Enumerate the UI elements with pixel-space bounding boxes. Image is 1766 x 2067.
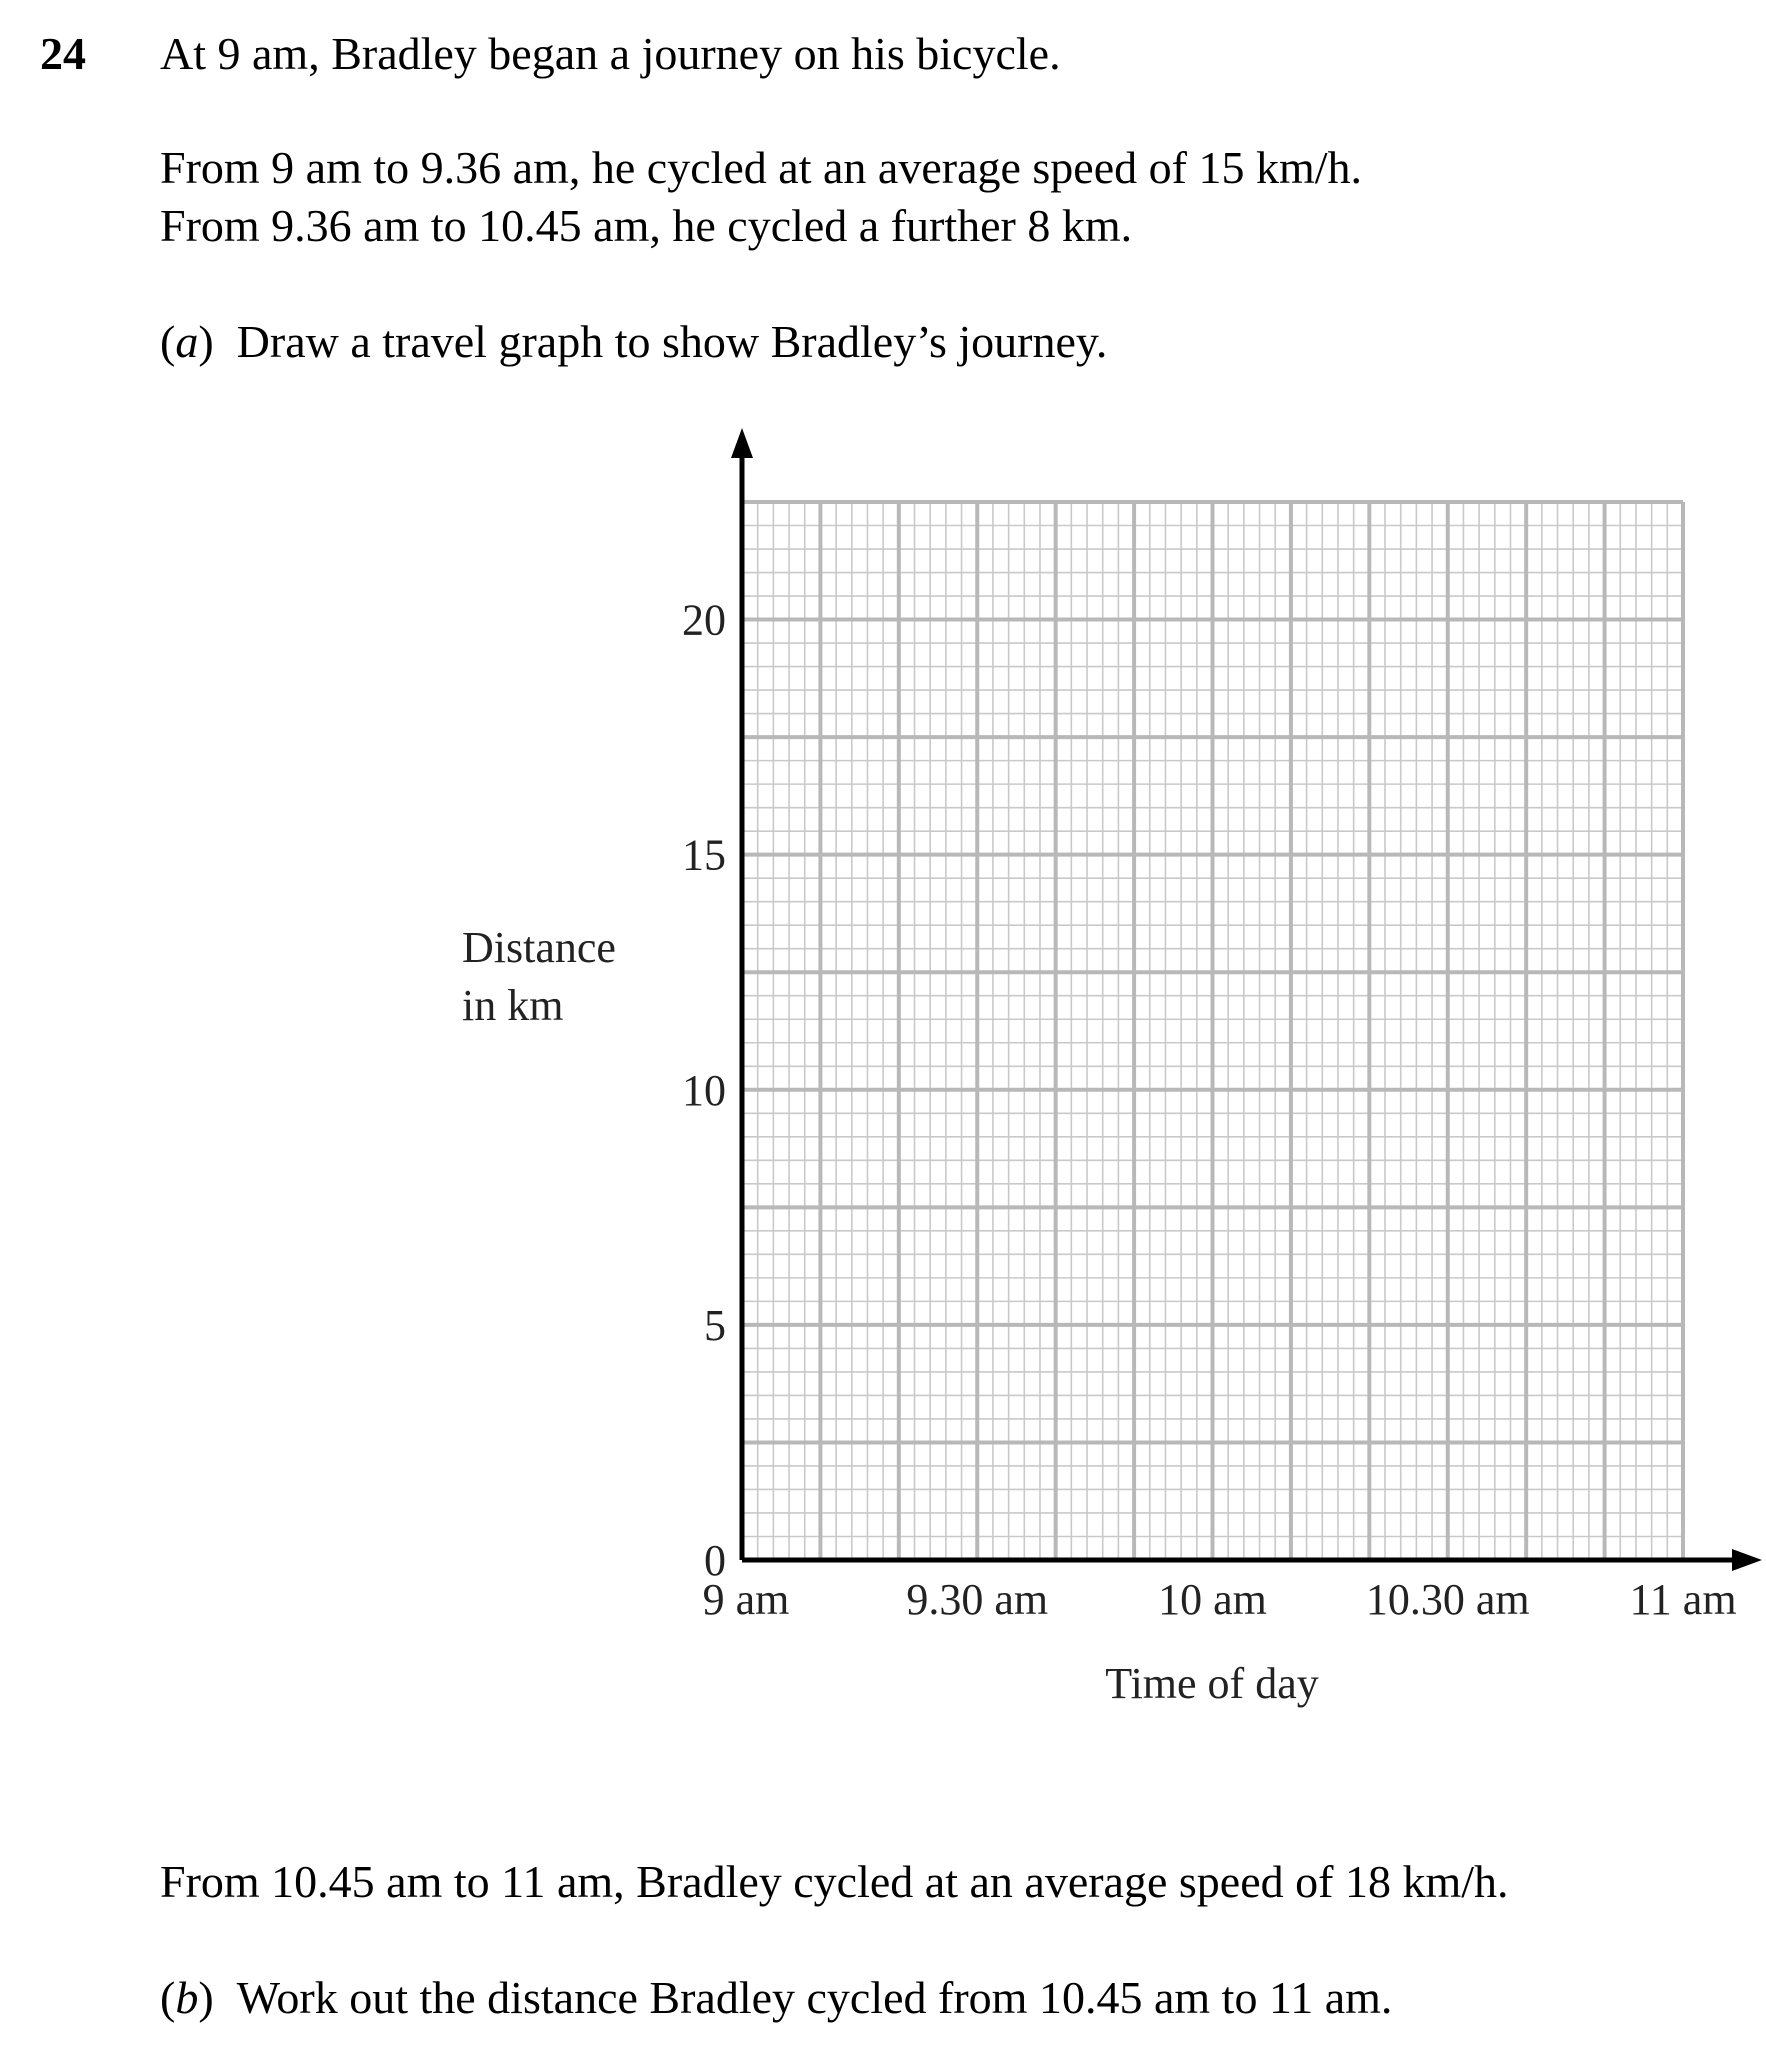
y-tick-label: 0 bbox=[704, 1536, 726, 1585]
x-tick-labels bbox=[703, 1575, 1737, 1624]
part-a-text: Draw a travel graph to show Bradley’s journey. bbox=[236, 316, 1108, 367]
x-tick-label: 11 am bbox=[1629, 1575, 1737, 1624]
x-tick-label: 9 am bbox=[702, 1575, 790, 1624]
x-tick-label: 10 am bbox=[1158, 1575, 1267, 1624]
x-axis-arrow bbox=[1732, 1549, 1762, 1571]
question-line-3: From 10.45 am to 11 am, Bradley cycled at an average speed of 18 km/h. bbox=[160, 1856, 1509, 1907]
question-line-2: From 9.36 am to 10.45 am, he cycled a further 8 km. bbox=[160, 200, 1133, 251]
question-number: 24 bbox=[40, 28, 86, 79]
question-intro: At 9 am, Bradley began a journey on his bicycle. bbox=[160, 28, 1061, 79]
part-a-letter: a bbox=[175, 316, 199, 367]
y-tick-label: 15 bbox=[682, 830, 726, 880]
y-axis-label-line-2: in km bbox=[462, 981, 564, 1030]
x-axis-label: Time of day bbox=[1105, 1659, 1319, 1708]
part-b-letter: b bbox=[175, 1972, 199, 2023]
question-line-1: From 9 am to 9.36 am, he cycled at an average speed of 15 km/h. bbox=[160, 142, 1363, 193]
y-tick-label: 10 bbox=[682, 1065, 726, 1115]
part-a: (a) Draw a travel graph to show Bradley’s journey. bbox=[160, 316, 1108, 367]
x-tick-label: 9.30 am bbox=[906, 1575, 1049, 1624]
axes bbox=[731, 428, 1762, 1571]
y-tick-label: 20 bbox=[682, 595, 726, 645]
y-axis-arrow bbox=[731, 428, 753, 458]
part-b: (b) Work out the distance Bradley cycled from 10.45 am to 11 am. bbox=[160, 1972, 1393, 2023]
part-b-text: Work out the distance Bradley cycled from 10.45 am to 11 am. bbox=[236, 1972, 1393, 2023]
y-tick-label: 5 bbox=[704, 1300, 726, 1350]
y-axis-label-line-1: Distance bbox=[462, 923, 616, 972]
x-tick-label: 10.30 am bbox=[1365, 1575, 1530, 1624]
y-tick-labels bbox=[682, 596, 726, 1585]
